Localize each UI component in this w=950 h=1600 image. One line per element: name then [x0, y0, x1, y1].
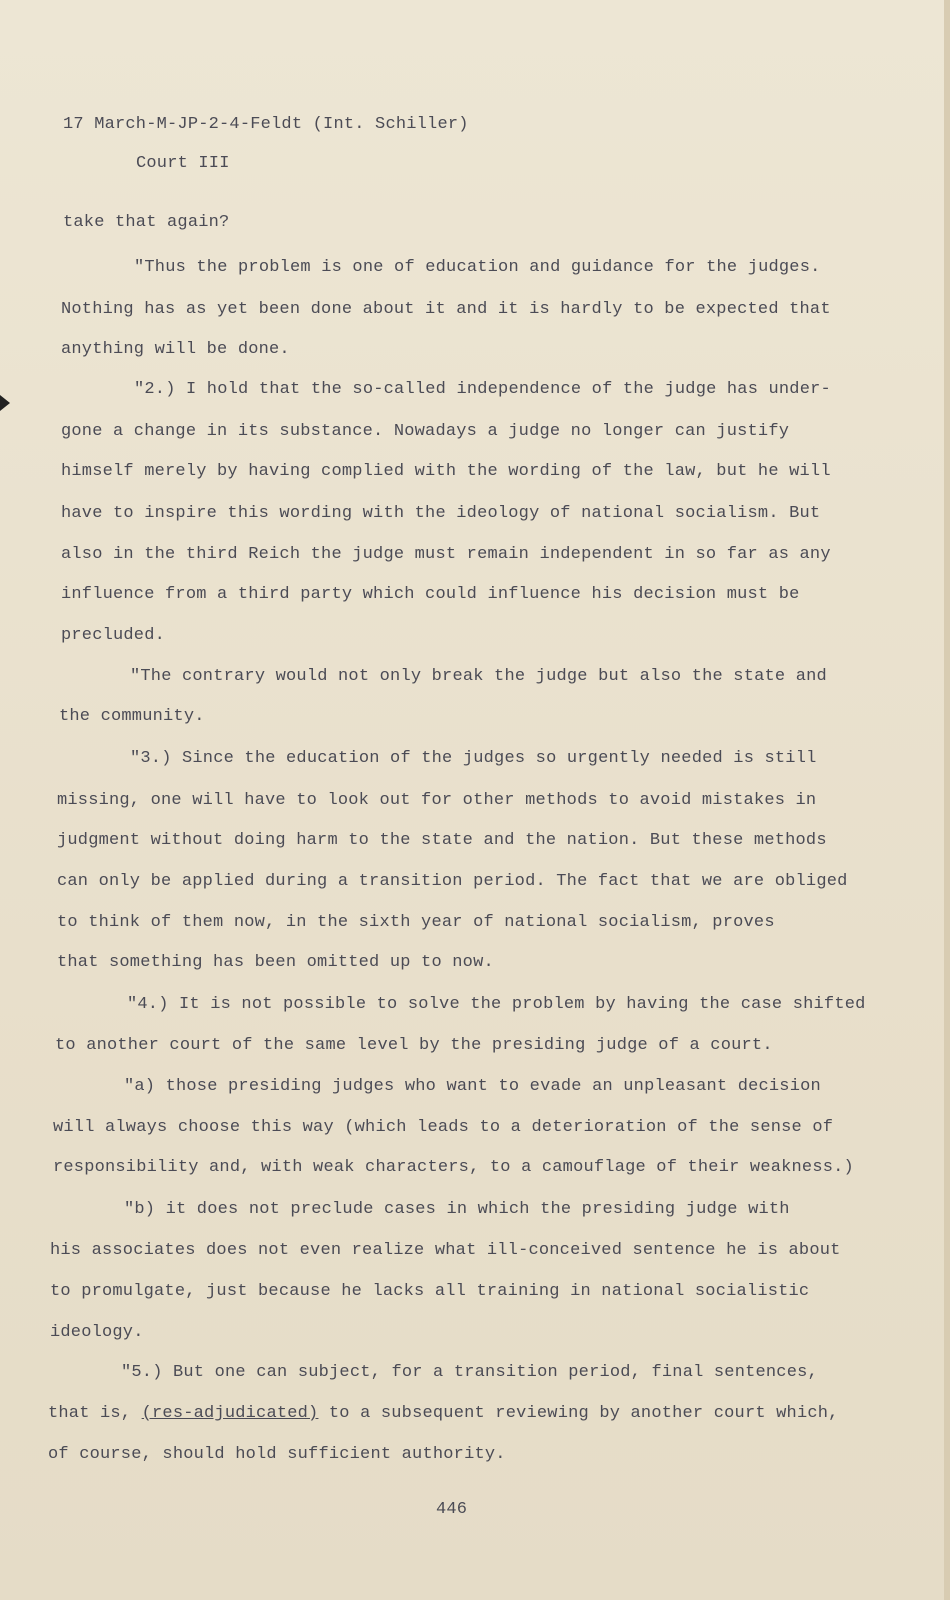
document-header-reference: 17 March-M-JP-2-4-Feldt (Int. Schiller) [63, 115, 469, 134]
binding-mark-icon [0, 395, 10, 411]
page-number: 446 [436, 1500, 468, 1519]
body-line: "Thus the problem is one of education and guidance for the judges. [134, 258, 821, 277]
body-line: precluded. [61, 626, 166, 645]
body-line: "5.) But one can subject, for a transition period, final sentences, [121, 1363, 818, 1382]
body-line: himself merely by having complied with the wording of the law, but he will [61, 462, 831, 481]
body-text: to a subsequent reviewing by another court which, [328, 1404, 839, 1423]
body-line: the community. [59, 707, 205, 726]
body-line: to another court of the same level by the presiding judge of a court. [55, 1036, 773, 1055]
body-line: also in the third Reich the judge must remain independent in so far as any [61, 545, 831, 564]
body-line: missing, one will have to look out for other methods to avoid mistakes in [57, 791, 817, 810]
body-line: Nothing has as yet been done about it and it is hardly to be expected that [61, 300, 831, 319]
body-line: to think of them now, in the sixth year of national socialism, proves [57, 913, 775, 932]
body-line: gone a change in its substance. Nowadays a judge no longer can justify [61, 422, 790, 441]
body-line-with-underline [48, 1404, 839, 1423]
body-line: to promulgate, just because he lacks all training in national socialistic [50, 1282, 810, 1301]
court-label: Court III [136, 154, 230, 173]
body-line: have to inspire this wording with the ideology of national socialism. But [61, 504, 821, 523]
body-line: "The contrary would not only break the judge but also the state and [130, 667, 827, 686]
body-line: "2.) I hold that the so-called independence of the judge has under- [134, 380, 831, 399]
body-line: his associates does not even realize what ill-conceived sentence he is about [50, 1241, 841, 1260]
body-line: of course, should hold sufficient authority. [48, 1445, 506, 1464]
body-line: "b) it does not preclude cases in which the presiding judge with [124, 1200, 790, 1219]
body-line: "a) those presiding judges who want to evade an unpleasant decision [124, 1077, 821, 1096]
body-text: that is, [48, 1404, 132, 1423]
body-line: ideology. [50, 1323, 144, 1342]
body-line: that something has been omitted up to now. [57, 953, 494, 972]
body-line: take that again? [63, 213, 230, 232]
body-line: "3.) Since the education of the judges so urgently needed is still [130, 749, 817, 768]
body-line: influence from a third party which could influence his decision must be [61, 585, 800, 604]
underlined-term: (res-adjudicated) [141, 1404, 319, 1423]
page-edge [944, 0, 950, 1600]
body-line: responsibility and, with weak characters, to a camouflage of their weakness.) [53, 1158, 854, 1177]
body-line: anything will be done. [61, 340, 290, 359]
body-line: can only be applied during a transition period. The fact that we are obliged [57, 872, 848, 891]
body-line: judgment without doing harm to the state and the nation. But these methods [57, 831, 827, 850]
body-line: "4.) It is not possible to solve the problem by having the case shifted [127, 995, 866, 1014]
body-line: will always choose this way (which leads to a deterioration of the sense of [53, 1118, 834, 1137]
